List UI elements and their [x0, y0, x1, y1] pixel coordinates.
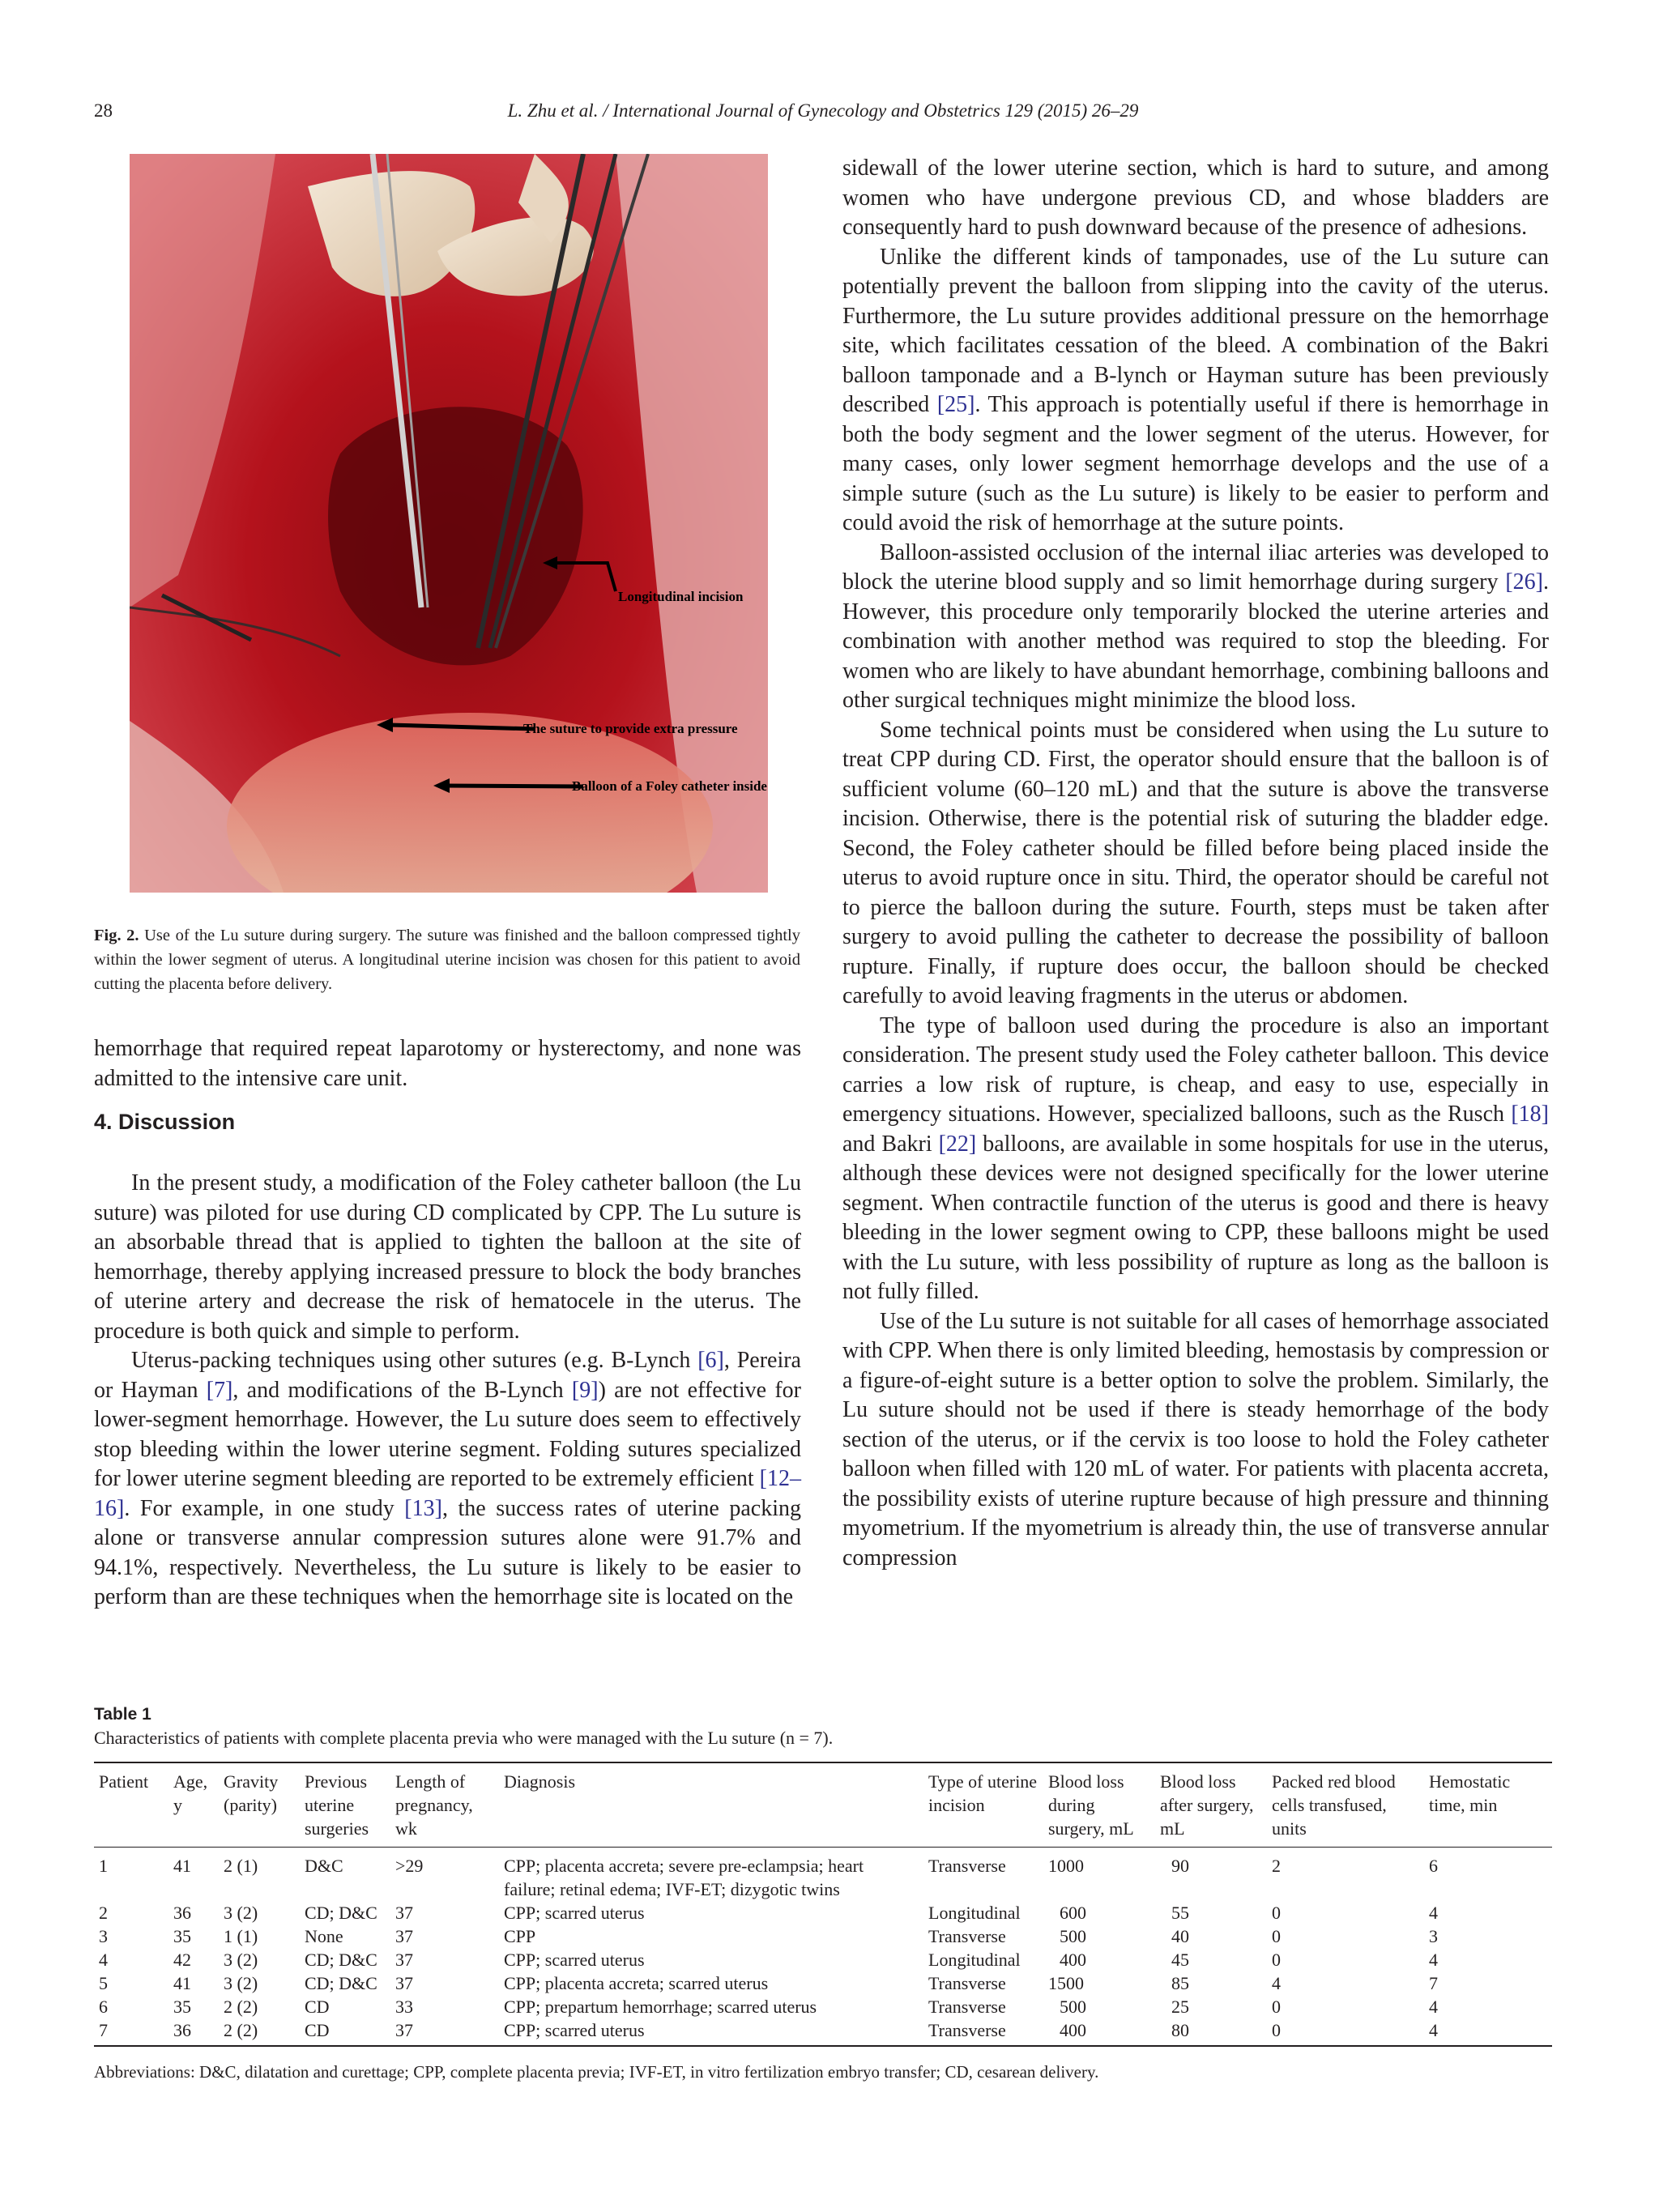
- column-header: Gravity (parity): [224, 1771, 279, 1815]
- table-cell: 600: [1060, 1903, 1086, 1923]
- table-cell: 37: [395, 2020, 413, 2040]
- table-cell: 2 (2): [224, 1997, 258, 2017]
- right-paragraph-3: Balloon-assisted occlusion of the internal iliac arteries was developed to block the uterine blood supply and so limit hemorrhage during surgery [26]. However, this procedure only temporarily blocked the uterine arteries and combination with another method was required to stop the bleeding. For women who are likely to have abundant hemorrhage, combining balloons and other surgical techniques might minimize the blood loss.: [842, 539, 1549, 713]
- table-cell: 6: [99, 1997, 108, 2017]
- column-header: Length of pregnancy, wk: [395, 1771, 473, 1839]
- column-header: Blood loss during surgery, mL: [1048, 1771, 1134, 1839]
- citation-link[interactable]: [7]: [206, 1377, 233, 1403]
- table-cell: 41: [173, 1856, 191, 1876]
- table-cell: 36: [173, 1903, 191, 1923]
- page-number: 28: [94, 100, 113, 121]
- table-cell: 36: [173, 2020, 191, 2040]
- surgery-photo: [130, 154, 768, 893]
- table-cell: 35: [173, 1997, 191, 2017]
- table-cell: CPP; placenta accreta; severe pre-eclampsia; heart failure; retinal edema; IVF-ET; dizygotic twins: [504, 1856, 864, 1899]
- table-cell: 42: [173, 1950, 191, 1970]
- figure-caption: [94, 923, 800, 996]
- right-paragraph-6: Use of the Lu suture is not suitable for all cases of hemorrhage associated with CPP. When there is only limited bleeding, hemostasis by compression or a figure-of-eight suture is a better option to solve the problem. Similarly, the Lu suture should not be used if there is steady hemorrhage of the body section of the uterus, or if the cervix is too loose to hold the Foley catheter balloon when filled with 120 mL of water. For patients with placenta accreta, the possibility exists of uterine rupture because of high pressure and thinning myometrium. If the myometrium is already thin, the use of transverse annular compression: [842, 1308, 1549, 1571]
- column-header: Diagnosis: [504, 1771, 575, 1792]
- table-cell: 3 (2): [224, 1903, 258, 1923]
- right-paragraph-2: Unlike the different kinds of tamponades, use of the Lu suture can potentially prevent the balloon from slipping into the cavity of the uterus. Furthermore, the Lu suture provides additional pressure on the hemorrhage site, which facilitates cessation of the bleed. A combination of the Bakri balloon tamponade and a B-lynch or Hayman suture has been previously described [25]. This approach is potentially useful if there is hemorrhage in both the body segment and the lower segment of the uterus. However, for many cases, only lower segment hemorrhage develops and the use of a simple suture (such as the Lu suture) is likely to be easier to perform and could avoid the risk of hemorrhage at the suture points.: [842, 244, 1549, 535]
- right-paragraph-4: Some technical points must be considered when using the Lu suture to treat CPP during CD. First, the operator should ensure that the balloon is of sufficient volume (60–120 mL) and that the suture is above the transverse incision. Otherwise, there is the potential risk of suturing the bladder edge. Second, the Foley catheter should be filled before being placed inside the uterus to avoid rupture once in situ. Third, the operator should be careful not to pierce the balloon during the suture. Fourth, steps must be taken after surgery to avoid pulling the catheter to decrease the possibility of balloon rupture. Finally, if rupture does occur, the balloon should be checked carefully to avoid leaving fragments in the uterus or abdomen.: [842, 717, 1549, 1008]
- table-row: [94, 1971, 1552, 1995]
- citation-link[interactable]: [6]: [697, 1348, 724, 1373]
- table-cell: CD; D&C: [305, 1950, 377, 1970]
- column-header: Blood loss after surgery, mL: [1160, 1771, 1254, 1839]
- column-header: Patient: [99, 1771, 149, 1792]
- table-cell: Transverse: [928, 1856, 1006, 1876]
- citation-link[interactable]: [18]: [1511, 1102, 1549, 1127]
- table-cell: D&C: [305, 1856, 343, 1876]
- table-header-row: [94, 1762, 1552, 1848]
- table-cell: 35: [173, 1926, 191, 1946]
- table-cell: 4: [1429, 1997, 1438, 2017]
- table-cell: 0: [1272, 1950, 1281, 1970]
- table-cell: 2 (2): [224, 2020, 258, 2040]
- label-suture-pressure: The suture to provide extra pressure: [523, 721, 738, 736]
- table-caption: Characteristics of patients with complete placenta previa who were managed with the Lu suture (n = 7).: [94, 1728, 834, 1748]
- table-cell: CPP; prepartum hemorrhage; scarred uterus: [504, 1997, 817, 2017]
- left-paragraph-1: hemorrhage that required repeat laparotomy or hysterectomy, and none was admitted to the intensive care unit.: [94, 1036, 801, 1091]
- table-cell: 3 (2): [224, 1950, 258, 1970]
- right-paragraph-5: The type of balloon used during the procedure is also an important consideration. The present study used the Foley catheter balloon. This device carries a low risk of rupture, is cheap, and easy to use, especially in emergency situations. However, specialized balloons, such as the Rusch [18] and Bakri [22] balloons, are available in some hospitals for use in the uterus, although these devices were not designed specifically for the lower uterine segment. When contractile function of the uterus is good and there is heavy bleeding in the lower segment owing to CPP, these balloons might be used with the Lu suture, with less possibility of rupture as long as the balloon is not fully filled.: [842, 1012, 1549, 1304]
- table-cell: 4: [1429, 1903, 1438, 1923]
- table-row: [94, 2018, 1552, 2046]
- table-cell: 3: [99, 1926, 108, 1946]
- table-cell: Transverse: [928, 2020, 1006, 2040]
- citation-link[interactable]: [12–16]: [94, 1466, 801, 1521]
- column-header: Age, y: [173, 1771, 208, 1815]
- citation-link[interactable]: [9]: [571, 1377, 599, 1403]
- section-heading: 4. Discussion: [94, 1110, 236, 1134]
- table-cell: 33: [395, 1997, 413, 2017]
- table-cell: CD; D&C: [305, 1973, 377, 1993]
- table-row: [94, 1948, 1552, 1971]
- table-cell: 3: [1429, 1926, 1438, 1946]
- table-cell: CPP; scarred uterus: [504, 2020, 645, 2040]
- page-header: [94, 100, 1552, 128]
- label-longitudinal-incision: Longitudinal incision: [618, 589, 744, 604]
- column-header: Previous uterine surgeries: [305, 1771, 369, 1839]
- table-cell: 41: [173, 1973, 191, 1993]
- table-footnote: Abbreviations: D&C, dilatation and curettage; CPP, complete placenta previa; IVF-ET, in vitro fertilization embryo transfer; CD, cesarean delivery.: [94, 2062, 1099, 2082]
- table-cell: 4: [1429, 2020, 1438, 2040]
- table-cell: 45: [1171, 1950, 1189, 1970]
- table-cell: >29: [395, 1856, 424, 1876]
- table-cell: 2: [1272, 1856, 1281, 1876]
- table-cell: CD: [305, 1997, 330, 2017]
- table-cell: 40: [1171, 1926, 1189, 1946]
- table-cell: 1 (1): [224, 1926, 258, 1946]
- table-cell: CPP: [504, 1926, 536, 1946]
- left-paragraph-3: Uterus-packing techniques using other sutures (e.g. B-Lynch [6], Pereira or Hayman [7], and modifications of the B-Lynch [9]) are not effective for lower-segment hemorrhage. However, the Lu suture does seem to effectively stop bleeding within the lower uterine segment. Folding sutures specialized for lower uterine segment bleeding are reported to be extremely efficient [12–16]. For example, in one study [13], the success rates of uterine packing alone or transverse annular compression sutures alone were 91.7% and 94.1%, respectively. Nevertheless, the Lu suture is likely to be easier to perform than are these techniques when the hemorrhage site is located on the: [94, 1348, 801, 1609]
- table-cell: 25: [1171, 1997, 1189, 2017]
- table-cell: 4: [1272, 1973, 1281, 1993]
- citation-link[interactable]: [26]: [1505, 569, 1543, 595]
- table-cell: 5: [99, 1973, 108, 1993]
- table-cell: 1500: [1048, 1973, 1084, 1993]
- table-cell: 500: [1060, 1997, 1086, 2017]
- right-column: [842, 154, 1549, 1573]
- table-row: [94, 1995, 1552, 2018]
- table-cell: CPP; scarred uterus: [504, 1950, 645, 1970]
- table-1: [94, 1703, 1552, 2084]
- table-cell: 37: [395, 1973, 413, 1993]
- table-cell: 2: [99, 1903, 108, 1923]
- table-row: [94, 1848, 1552, 1902]
- label-foley-balloon: Balloon of a Foley catheter inside: [572, 778, 767, 794]
- table-cell: 400: [1060, 1950, 1086, 1970]
- table-cell: 4: [99, 1950, 108, 1970]
- figure-caption-label: Fig. 2.: [94, 927, 139, 944]
- table-cell: 0: [1272, 1903, 1281, 1923]
- patient-table: [94, 1762, 1552, 2047]
- running-head: L. Zhu et al. / International Journal of Gynecology and Obstetrics 129 (2015) 26–29: [507, 100, 1139, 121]
- left-paragraph-2: In the present study, a modification of the Foley catheter balloon (the Lu suture) was piloted for use during CD complicated by CPP. The Lu suture is an absorbable thread that is applied to tighten the balloon at the site of hemorrhage, thereby applying increased pressure to block the body branches of uterine artery and decrease the risk of hematocele in the uterus. The procedure is both quick and simple to perform.: [94, 1170, 801, 1344]
- table-cell: 500: [1060, 1926, 1086, 1946]
- column-header: Hemostatic time, min: [1429, 1771, 1511, 1815]
- table-cell: 7: [99, 2020, 108, 2040]
- table-cell: 80: [1171, 2020, 1189, 2040]
- table-row: [94, 1924, 1552, 1948]
- table-cell: 400: [1060, 2020, 1086, 2040]
- table-cell: Longitudinal: [928, 1903, 1021, 1923]
- citation-link[interactable]: [13]: [404, 1495, 442, 1521]
- table-cell: CPP; scarred uterus: [504, 1903, 645, 1923]
- table-cell: 90: [1171, 1856, 1189, 1876]
- citation-link[interactable]: [25]: [936, 392, 975, 417]
- figure-caption-text: Use of the Lu suture during surgery. The suture was finished and the balloon compressed tightly within the lower segment of uterus. A longitudinal uterine incision was chosen for this patient to avoid cutting the placenta before delivery.: [94, 927, 801, 993]
- table-cell: CD: [305, 2020, 330, 2040]
- table-cell: 85: [1171, 1973, 1189, 1993]
- right-paragraph-1: sidewall of the lower uterine section, which is hard to suture, and among women who have undergone previous CD, and whose bladders are consequently hard to push downward because of the presence of adhesions.: [842, 156, 1549, 240]
- citation-link[interactable]: [22]: [938, 1131, 977, 1157]
- table-cell: CD; D&C: [305, 1903, 377, 1923]
- table-cell: Transverse: [928, 1997, 1006, 2017]
- table-cell: 0: [1272, 2020, 1281, 2040]
- table-cell: 0: [1272, 1926, 1281, 1946]
- table-cell: 55: [1171, 1903, 1189, 1923]
- table-cell: CPP; placenta accreta; scarred uterus: [504, 1973, 769, 1993]
- table-cell: 1000: [1048, 1856, 1084, 1876]
- table-cell: Transverse: [928, 1926, 1006, 1946]
- table-cell: 1: [99, 1856, 108, 1876]
- table-cell: 0: [1272, 1997, 1281, 2017]
- left-column: [94, 1034, 801, 1613]
- column-header: Packed red blood cells transfused, units: [1272, 1771, 1396, 1839]
- table-cell: 37: [395, 1903, 413, 1923]
- table-cell: 37: [395, 1926, 413, 1946]
- table-cell: Transverse: [928, 1973, 1006, 1993]
- table-title: Table 1: [94, 1705, 151, 1724]
- table-cell: 4: [1429, 1950, 1438, 1970]
- column-header: Type of uterine incision: [928, 1771, 1038, 1815]
- table-cell: 2 (1): [224, 1856, 258, 1876]
- table-cell: Longitudinal: [928, 1950, 1021, 1970]
- table-cell: 7: [1429, 1973, 1438, 1993]
- table-cell: 37: [395, 1950, 413, 1970]
- table-cell: 6: [1429, 1856, 1438, 1876]
- table-cell: 3 (2): [224, 1973, 258, 1993]
- table-row: [94, 1901, 1552, 1924]
- table-cell: None: [305, 1926, 343, 1946]
